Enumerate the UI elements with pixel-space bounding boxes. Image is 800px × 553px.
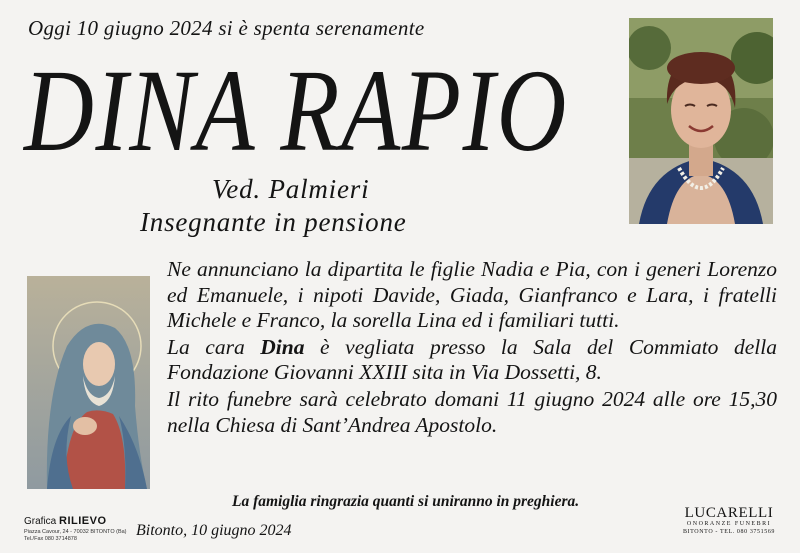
lucarelli-subtitle: ONORANZE FUNEBRI — [686, 521, 772, 527]
grafica-credit — [24, 515, 129, 543]
grafica-address: Piazza Cavour, 24 - 70032 BITONTO (Ba) — [24, 529, 127, 535]
lucarelli-logo — [676, 505, 782, 535]
intro-line: Oggi 10 giugno 2024 si è spenta serenamente — [28, 16, 425, 40]
widow-subtitle: Ved. Palmieri — [212, 174, 370, 204]
grafica-brand: RILIEVO — [59, 515, 107, 527]
portrait-photo — [629, 18, 773, 224]
lucarelli-contact: BITONTO - TEL. 080 3751569 — [682, 529, 776, 535]
vigil-text-end: è vegliata presso la Sala del Commiato della Fondazione Giovanni XXIII sita in Via Dossetti, 8. — [167, 334, 777, 385]
lucarelli-name: LUCARELLI — [684, 505, 774, 521]
vigil-text-start: La cara — [167, 334, 261, 359]
profession-subtitle: Insegnante in pensione — [140, 207, 407, 237]
family-paragraph: Ne annunciano la dipartita le figlie Nadia e Pia, con i generi Lorenzo ed Emanuele, i nipoti Davide, Giada, Gianfranco e Lara, i fratelli Michele e Franco, la sorella Lina ed i familiari tutti. — [167, 257, 777, 333]
thanks-line: La famiglia ringrazia quanti si uniranno in preghiera. — [232, 493, 580, 510]
grafica-phone: Tel./Fax 080 3714878 — [24, 536, 77, 542]
funeral-paragraph: Il rito funebre sarà celebrato domani 11 giugno 2024 alle ore 15,30 nella Chiesa di Sant’Andrea Apostolo. — [167, 386, 777, 437]
place-date: Bitonto, 10 giugno 2024 — [136, 522, 292, 539]
first-name-bold: Dina — [260, 334, 305, 359]
vigil-paragraph — [167, 335, 777, 386]
announcement-body — [167, 257, 777, 438]
deceased-name: DINA RAPIO — [24, 45, 569, 176]
grafica-label: Grafica — [24, 516, 57, 527]
madonna-image — [27, 276, 150, 489]
grafica-line — [24, 515, 129, 527]
